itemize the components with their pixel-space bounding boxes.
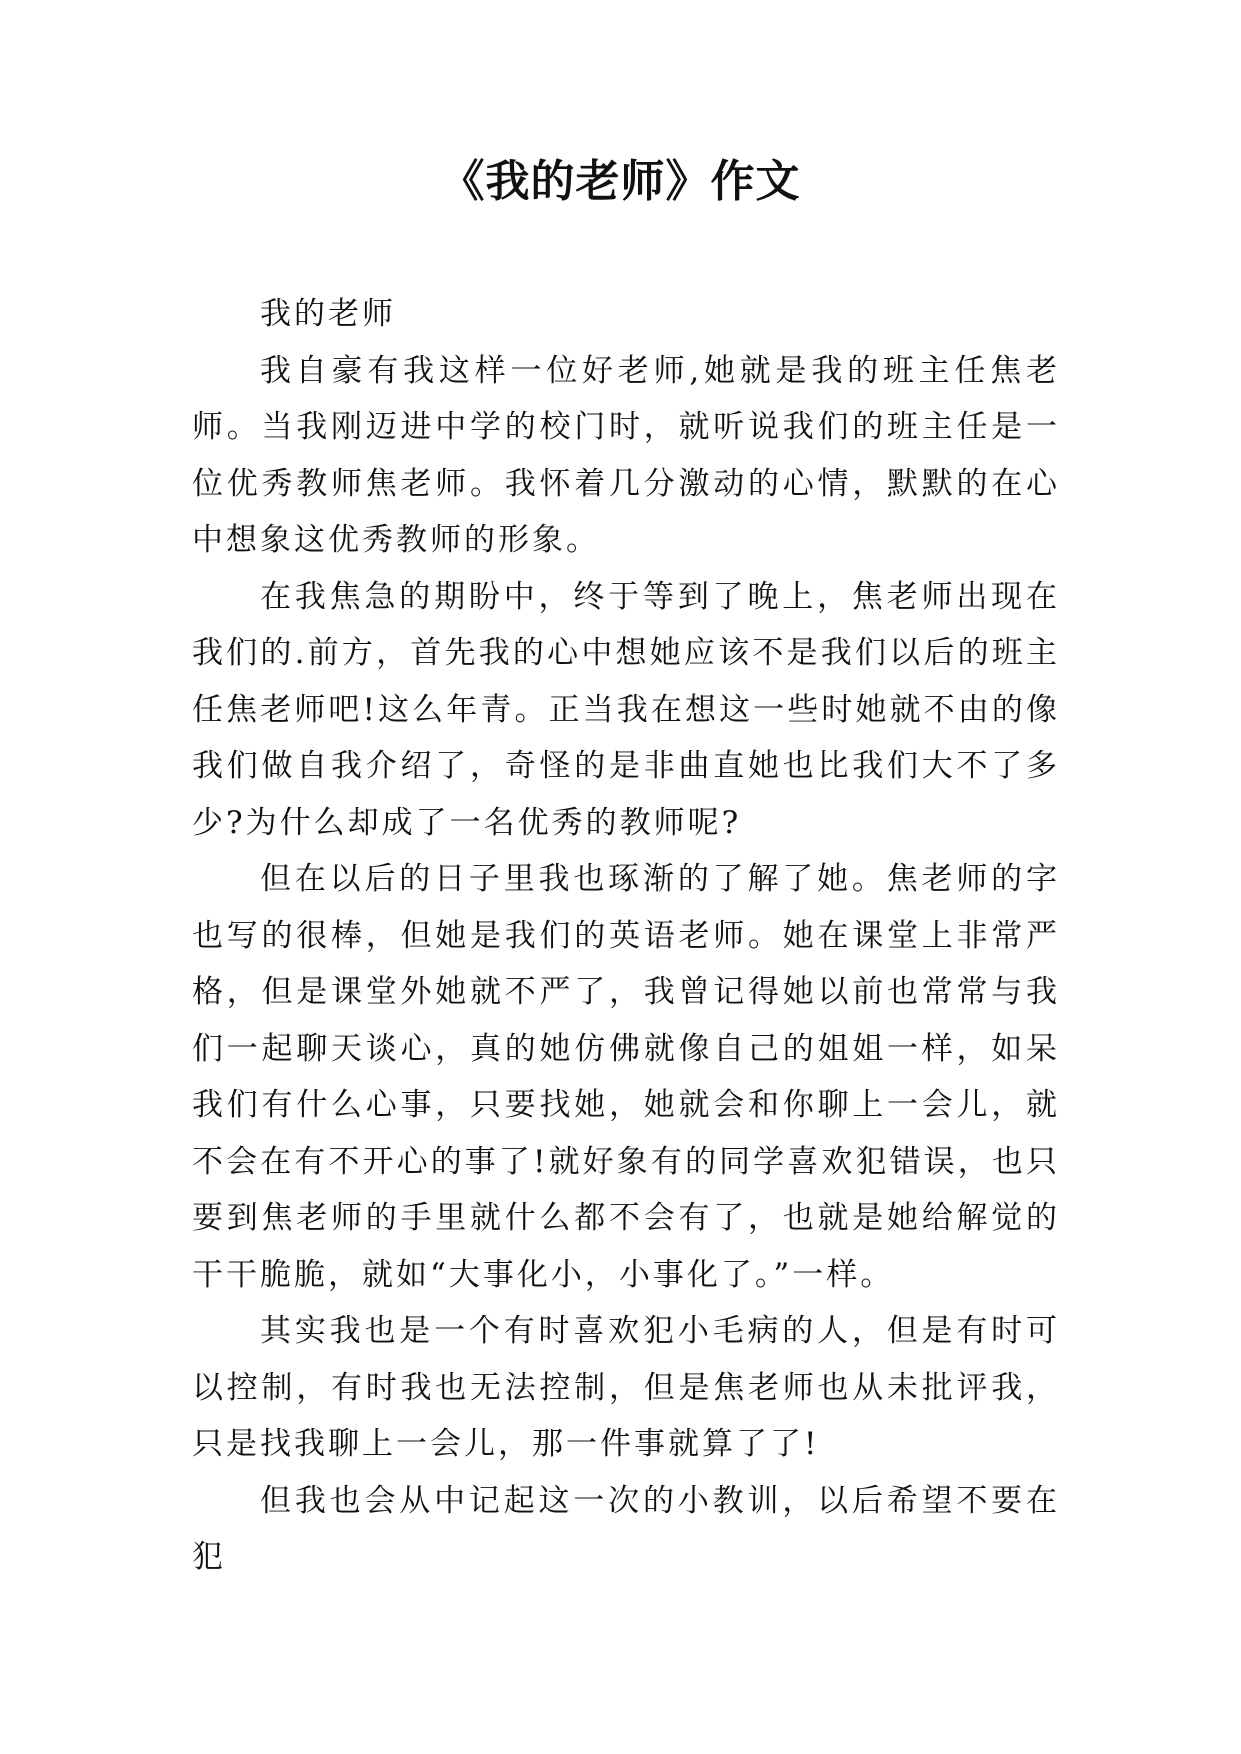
essay-heading: 我的老师 bbox=[260, 296, 396, 332]
paragraph-3: 但在以后的日子里我也琢渐的了解了她。焦老师的字也写的很棒，但她是我们的英语老师。她在课堂上非常严格，但是课堂外她就不严了，我曾记得她以前也常常与我们一起聊天谈心，真的她仿佛就像自己的姐姐一样，如呆我们有什么心事，只要找她，她就会和你聊上一会儿，就不会在有不开心的事了!就好象有的同学喜欢犯错误，也只要到焦老师的手里就什么都不会有了，也就是她给解觉的干干脆脆，就如“大事化小，小事化了。”一样。 bbox=[192, 861, 1060, 1293]
page-title: 《我的老师》作文 bbox=[440, 156, 801, 207]
paragraph-1: 我自豪有我这样一位好老师,她就是我的班主任焦老师。当我刚迈进中学的校门时，就听说我们的班主任是一位优秀教师焦老师。我怀着几分激动的心情，默默的在心中想象这优秀教师的形象。 bbox=[192, 352, 1060, 558]
paragraph-4: 其实我也是一个有时喜欢犯小毛病的人，但是有时可以控制，有时我也无法控制，但是焦老师也从未批评我，只是找我聊上一会儿，那一件事就算了了! bbox=[192, 1313, 1060, 1462]
essay-body bbox=[192, 286, 1060, 1586]
paragraph-2: 在我焦急的期盼中，终于等到了晚上，焦老师出现在我们的.前方，首先我的心中想她应该不是我们以后的班主任焦老师吧!这么年青。正当我在想这一些时她就不由的像我们做自我介绍了，奇怪的是非曲直她也比我们大不了多少?为什么却成了一名优秀的教师呢? bbox=[192, 578, 1060, 841]
paragraph-5: 但我也会从中记起这一次的小教训，以后希望不要在犯 bbox=[192, 1482, 1060, 1575]
